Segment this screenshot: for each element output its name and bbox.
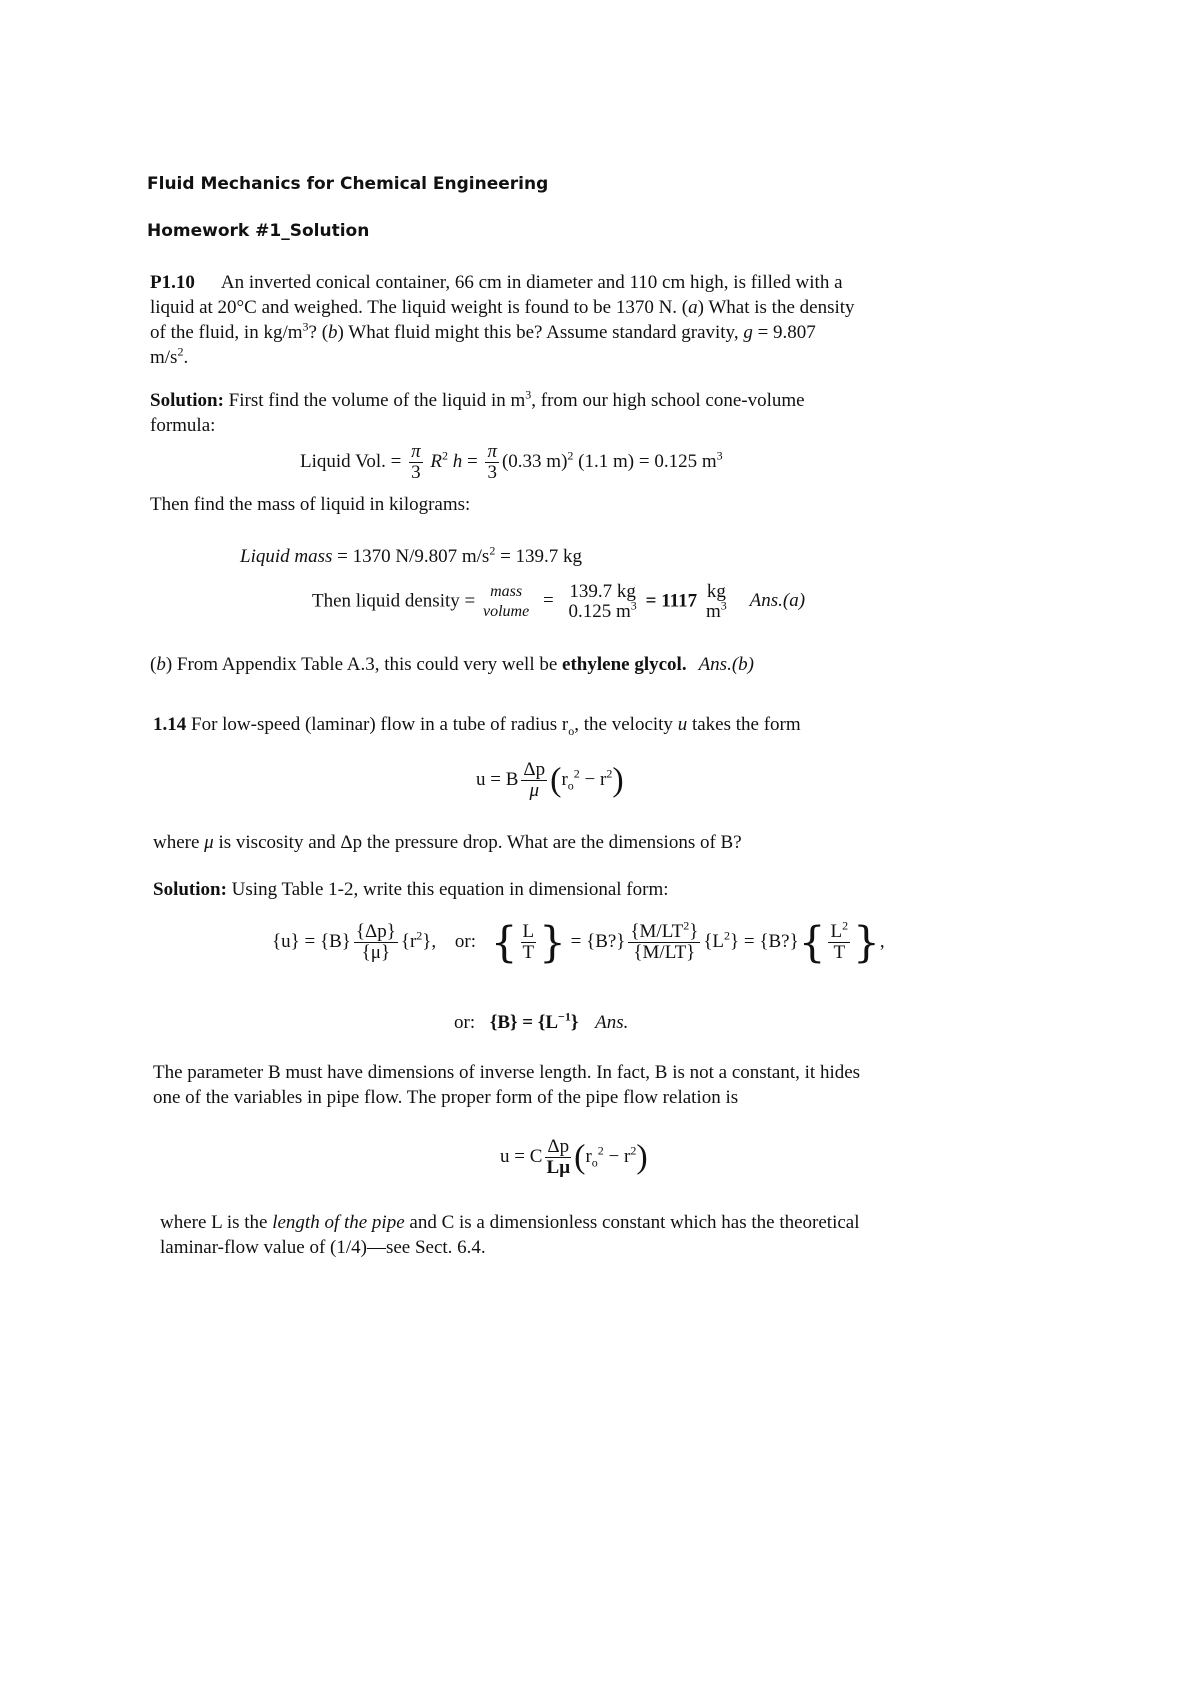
- solution-label: Solution:: [150, 390, 224, 411]
- velocity-equation: u = B $\frac{\Delta p}{\mu}$ $(r_o^2 - r^2)$: [476, 759, 624, 801]
- problem-number: 1.14: [153, 714, 187, 735]
- mass-equation: Liquid mass = 1370 N/9.807 $m/s^2 = 139.7$ kg: [240, 543, 583, 567]
- course-title: Fluid Mechanics for Chemical Engineering: [147, 174, 549, 194]
- problem-114-statement: 1.14 For low-speed (laminar) flow in a tube of radius $r_o$, the velocity u takes the form: [153, 714, 801, 738]
- dimensional-equation: {u} = {B} $\frac{\{\Delta p\}}{\{\mu\}}$ $\{r^2\}$, or: { $\frac{L}{T}$ } = {B?} $\frac{\{M/LT^2\}}{\{M/LT\}}$ $\{L^2\}$ = {B?}{ $\frac{L^2}{T}$ },: [272, 917, 885, 967]
- density-equation: Then liquid density = mass volume = 139.7 kg 0.125 $m^3$ = 1117 kg $m^3$ Ans.(a): [312, 581, 806, 622]
- homework-title: Homework #1_Solution: [147, 221, 370, 241]
- final-paragraph: where L is the length of the pipe and C is a dimensionless constant which has the theoretical laminar-flow value of (1/4)—see Sect. 6.4.: [160, 1212, 860, 1258]
- pipe-flow-equation: u = C $\frac{\Delta p}{L\mu}$ $(r_o^2 - r^2)$: [500, 1136, 648, 1178]
- problem-number: P1.10: [150, 272, 195, 293]
- volume-equation: Liquid Vol. = $\frac{\pi}{3}$ $R^2$ h = $\frac{\pi}{3}$ (0.33 m)$^2$ (1.1 m) = 0.125 $m^3$: [300, 441, 723, 483]
- solution-intro: Solution: First find the volume of the liquid in $m^3$, from our high school cone-volume formula:: [150, 387, 805, 436]
- dimension-result: or: $\{B\} = \{L^{-1}\}$ Ans.: [454, 1009, 629, 1033]
- where-line: where μ is viscosity and Δp the pressure drop. What are the dimensions of B?: [153, 832, 742, 853]
- discussion-paragraph: The parameter B must have dimensions of inverse length. In fact, B is not a constant, it hides one of the variables in pipe flow. The proper form of the pipe flow relation is: [153, 1062, 861, 1108]
- mass-intro: Then find the mass of liquid in kilograms:: [150, 494, 471, 515]
- problem-p110-statement: P1.10 An inverted conical container, 66 cm in diameter and 110 cm high, is filled with a liquid at 20°C and weighed. The liquid weight is found to be 1370 N. (a) What is the density of the fluid, in $kg/m^3$? (b) What fluid might this be? Assume standard gravity, g = 9.807 $m/s^2$.: [150, 272, 855, 368]
- solution-114: Solution: Using Table 1-2, write this equation in dimensional form:: [153, 879, 669, 900]
- part-b-answer: (b) From Appendix Table A.3, this could very well be ethylene glycol. Ans.(b): [150, 654, 754, 675]
